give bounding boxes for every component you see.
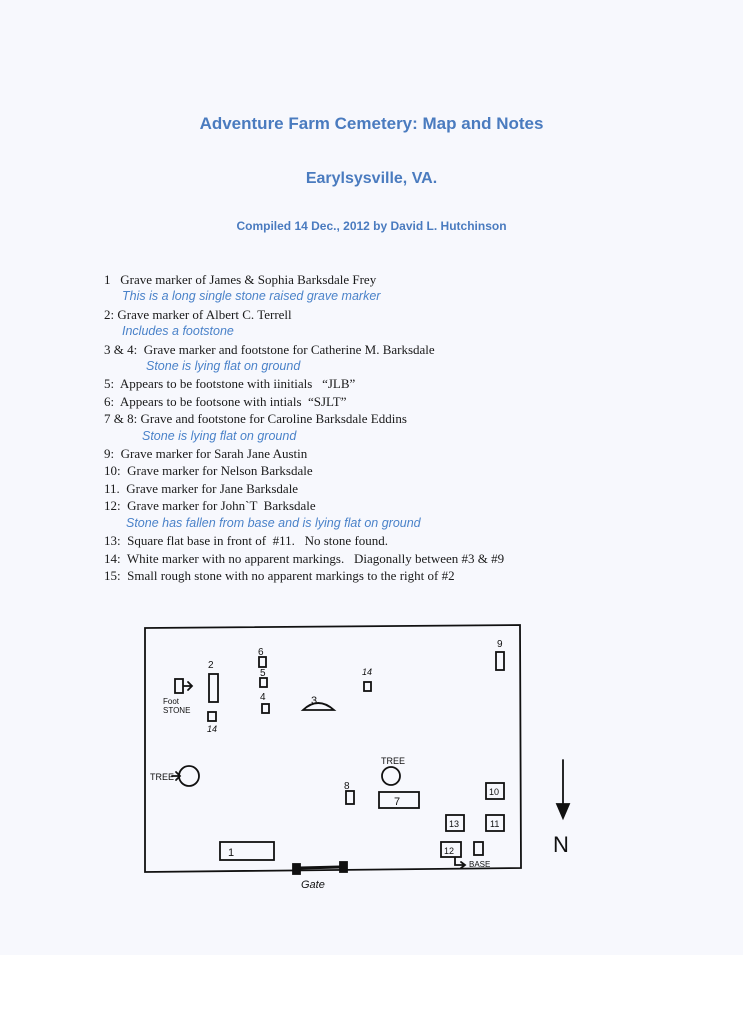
compiled-by-line: Compiled 14 Dec., 2012 by David L. Hutchinson bbox=[236, 219, 507, 233]
footstone-arrow bbox=[184, 682, 192, 690]
grave-marker-6 bbox=[259, 657, 266, 667]
label-2: 2 bbox=[208, 660, 214, 671]
grave-marker-3 bbox=[303, 703, 334, 710]
note-item: 9: Grave marker for Sarah Jane Austin bbox=[104, 446, 308, 462]
cemetery-map bbox=[0, 600, 743, 900]
note-item: 14: White marker with no apparent markings. Diagonally between #3 & #9 bbox=[104, 550, 505, 566]
location-heading: Earylsysville, VA. bbox=[305, 170, 438, 187]
note-comment: Stone is lying flat on ground bbox=[142, 428, 297, 443]
note-item: 11. Grave marker for Jane Barksdale bbox=[104, 480, 299, 496]
footstone-2 bbox=[175, 679, 183, 693]
label-10: 10 bbox=[489, 787, 500, 797]
note-item: 7 & 8: Grave and footstone for Caroline Barksdale Eddins bbox=[104, 411, 407, 427]
label-5: 5 bbox=[260, 668, 266, 679]
label-14: 14 bbox=[362, 667, 373, 677]
grave-notes-list bbox=[104, 271, 664, 584]
label-6: 6 bbox=[258, 647, 264, 658]
note-comment: This is a long single stone raised grave marker bbox=[122, 289, 381, 304]
tree-center-icon bbox=[382, 767, 400, 785]
label-9: 9 bbox=[497, 639, 503, 650]
note-item: 1 Grave marker of James & Sophia Barksdale Frey bbox=[104, 272, 377, 287]
page-margin bbox=[0, 955, 743, 1024]
document-title: Adventure Farm Cemetery: Map and Notes bbox=[199, 114, 544, 133]
note-item: 15: Small rough stone with no apparent markings to the right of #2 bbox=[104, 567, 455, 583]
note-comment: Stone has fallen from base and is lying flat on ground bbox=[126, 515, 421, 530]
tree-left-icon bbox=[179, 766, 199, 786]
label-north: N bbox=[553, 832, 569, 857]
note-item: 13: Square flat base in front of #11. No stone found. bbox=[104, 533, 389, 549]
label-stone: STONE bbox=[163, 706, 191, 715]
label-tree-center: TREE bbox=[381, 756, 406, 766]
grave-marker-4 bbox=[262, 704, 269, 713]
label-3: 3 bbox=[311, 695, 318, 707]
label-12: 12 bbox=[444, 846, 455, 856]
label-gate: Gate bbox=[301, 879, 325, 891]
label-base: BASE bbox=[469, 860, 491, 869]
grave-marker-15 bbox=[208, 712, 216, 721]
label-1: 1 bbox=[228, 847, 235, 859]
grave-marker-2 bbox=[209, 674, 218, 702]
label-4: 4 bbox=[260, 692, 266, 703]
label-tree-left: TREE bbox=[150, 772, 175, 782]
grave-marker-9 bbox=[496, 652, 504, 670]
grave-marker-8 bbox=[346, 791, 354, 804]
note-comment: Stone is lying flat on ground bbox=[146, 359, 301, 374]
fallen-arrow bbox=[455, 858, 465, 868]
note-item: 12: Grave marker for JohnˋT Barksdale bbox=[104, 498, 316, 514]
stone-base bbox=[474, 842, 483, 855]
note-item: 2: Grave marker of Albert C. Terrell bbox=[104, 306, 292, 322]
label-foot: Foot bbox=[163, 697, 180, 706]
label-7: 7 bbox=[394, 796, 401, 808]
grave-marker-14 bbox=[364, 682, 371, 691]
grave-marker-5 bbox=[260, 678, 267, 687]
note-item: 10: Grave marker for Nelson Barksdale bbox=[104, 463, 313, 479]
note-item: 6: Appears to be footsone with intials “SJLT” bbox=[104, 393, 347, 409]
label-8: 8 bbox=[344, 781, 350, 792]
label-13: 13 bbox=[449, 819, 460, 829]
note-item: 5: Appears to be footstone with iinitials “JLB” bbox=[104, 376, 356, 392]
cemetery-boundary bbox=[145, 625, 521, 872]
note-item: 3 & 4: Grave marker and footstone for Catherine M. Barksdale bbox=[104, 341, 435, 357]
north-arrow-head bbox=[557, 804, 569, 818]
gate-line bbox=[300, 867, 340, 868]
label-15-area: 14 bbox=[207, 724, 218, 734]
note-comment: Includes a footstone bbox=[122, 324, 234, 339]
label-11: 11 bbox=[490, 819, 500, 829]
